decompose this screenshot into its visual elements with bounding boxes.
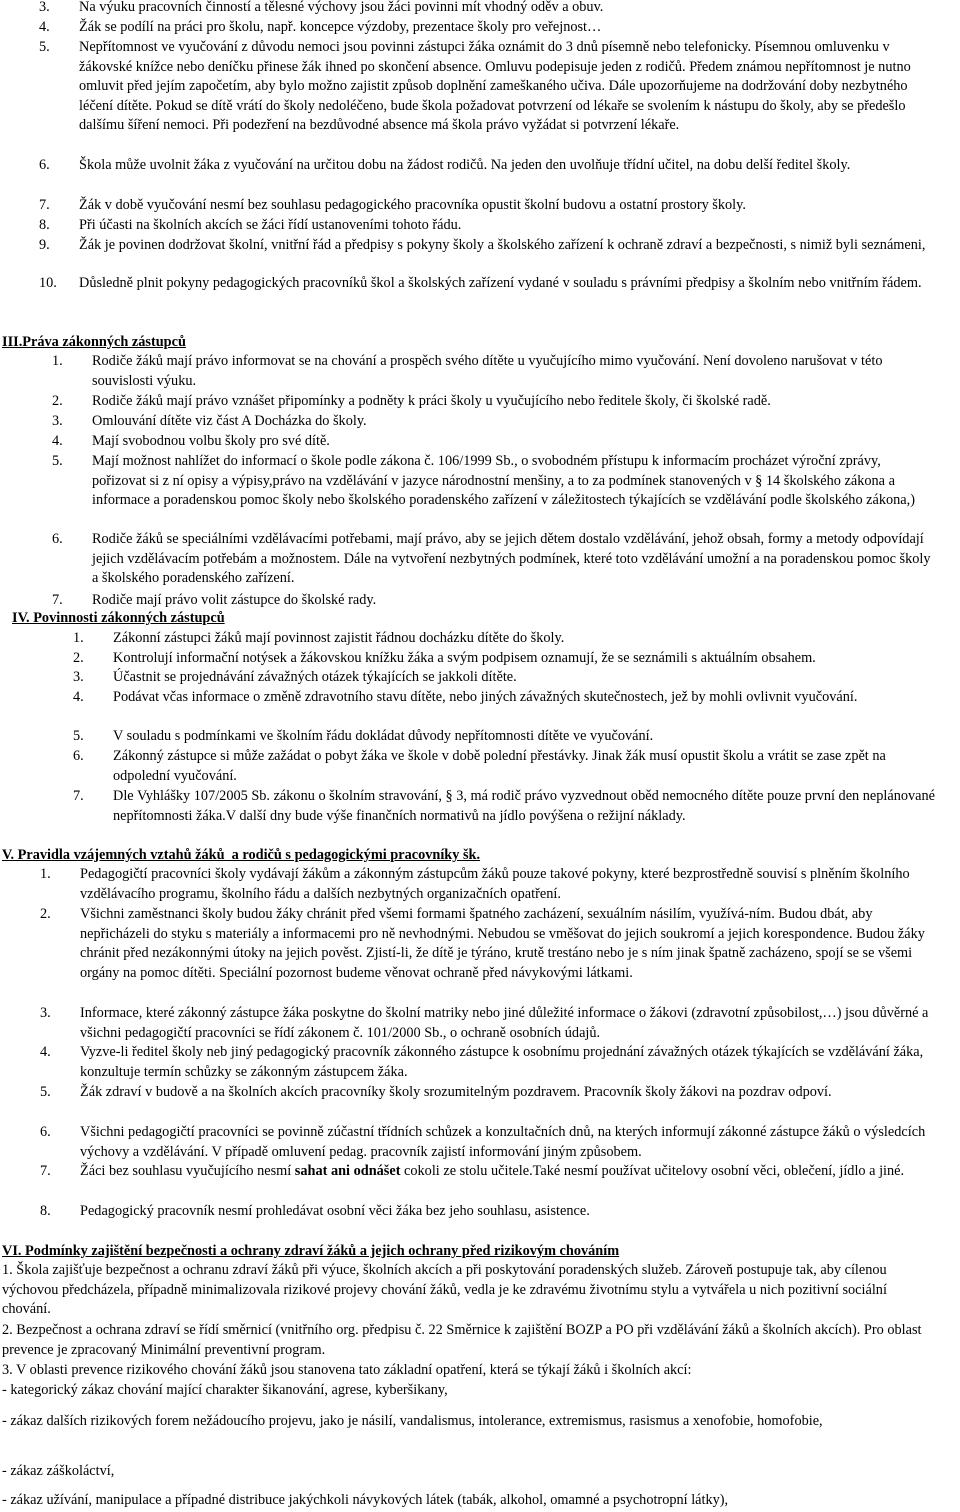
item-text: Žák v době vyučování nesmí bez souhlasu pedagogického pracovníka opustit školní budovu a ostatní prostory školy.: [79, 197, 746, 213]
list-item: [73, 668, 936, 688]
list-item: [39, 216, 936, 236]
item-number: 5.: [73, 728, 84, 744]
list-item: [40, 865, 936, 904]
item-number: 6.: [40, 1124, 51, 1140]
item-text: Mají možnost nahlížet do informací o škole podle zákona č. 106/1999 Sb., o svobodném přístupu k informacím procházet výroční zprávy, pořizovat si z ní opisy a výpisy,právo na vzdělávání v jazyce národnostní menšiny, a to za podmínek stanovených v § 14 školského zákona a informace a poradenskou pomoc školy nebo školského poradenského zařízení v záležitostech týkajících se vzdělávání podle školského zákona,): [92, 453, 915, 509]
item-text: Žák zdraví v budově a na školních akcích pracovníky školy srozumitelným pozdravem. Pracovník školy žákovi na pozdrav odpoví.: [80, 1084, 832, 1100]
list-item: [39, 18, 936, 38]
list-item: [39, 274, 936, 294]
list-item: [73, 629, 936, 649]
item-text: Škola může uvolnit žáka z vyučování na určitou dobu na žádost rodičů. Na jeden den uvolňuje třídní učitel, na dobu delší ředitel školy.: [79, 157, 851, 173]
list-item: [40, 1004, 936, 1043]
item-number: 4.: [40, 1044, 51, 1060]
item-number: 4.: [73, 689, 84, 705]
item-text: Omlouvání dítěte viz část A Docházka do školy.: [92, 413, 367, 429]
item-number: 6.: [39, 157, 50, 173]
item-text: [80, 1163, 904, 1179]
item-number: 1.: [40, 866, 51, 882]
item-text: Informace, které zákonný zástupce žáka poskytne do školní matriky nebo jiné důležité informace o žákovi (zdravotní způsobilost,…) jsou důvěrné a všichni pedagogičtí pracovníci se řídí zákonem č. 101/2000 Sb., o ochraně osobních údajů.: [80, 1005, 929, 1041]
section-heading-duties: IV. Povinnosti zákonných zástupců: [12, 610, 225, 626]
list-item: [39, 196, 936, 216]
item-text: Rodiče žáků se speciálními vzdělávacími potřebami, mají právo, aby se jejich dětem dostalo vzdělávání, jehož obsah, formy a metody odpovídají jejich vzdělávacím potřebám a možnostem. Dále na vytvoření nezbytných podmínek, které toto vzdělávání umožní a na poradenskou pomoc školy a školského poradenského zařízení.: [92, 531, 931, 587]
paragraph: - zákaz dalších rizikových forem nežádoucího projevu, jako je násilí, vandalismus, intolerance, extremismus, rasismus a xenofobie, homofobie,: [2, 1413, 823, 1429]
list-item: [52, 432, 936, 452]
item-number: 2.: [40, 906, 51, 922]
list-item: [52, 452, 936, 511]
paragraph: 1. Škola zajišťuje bezpečnost a ochranu zdraví žáků při výuce, školních akcích a při poskytování poradenských služeb. Zároveň postupuje tak, aby cílenou výchovou předcházela, případně minimalizovala rizikové projevy chování žáků, vedla je ke zdravému životnímu stylu a vytvářela u nich pozitivní sociální chování.: [2, 1262, 887, 1318]
item-text: Pedagogičtí pracovníci školy vydávají žákům a zákonným zástupcům žáků pouze takové pokyny, které bezprostředně souvisí s plněním školního vzdělávacího programu, školního řádu a dalších nezbytných organizačních opatření.: [80, 866, 910, 902]
item-number: 8.: [39, 217, 50, 233]
item-number: 3.: [52, 413, 63, 429]
item-text: Zákonný zástupce si může zažádat o pobyt žáka ve škole v době polední přestávky. Jinak žák musí opustit školu a vrátit se zase zpět na odpolední vyučování.: [113, 748, 886, 784]
item-text: Kontrolují informační notýsek a žákovskou knížku žáka a svým podpisem oznamují, že se seznámili s aktuálním obsahem.: [113, 650, 816, 666]
list-item: [39, 236, 936, 256]
list-item: [52, 591, 936, 611]
item-number: 7.: [52, 592, 63, 608]
paragraph: - kategorický zákaz chování mající charakter šikanování, agrese, kyberšikany,: [2, 1382, 448, 1398]
item-number: 6.: [52, 531, 63, 547]
item-text: Účastnit se projednávání závažných otázek týkajících se jakkoli dítěte.: [113, 669, 517, 685]
item-text: Zákonní zástupci žáků mají povinnost zajistit řádnou docházku dítěte do školy.: [113, 630, 565, 646]
item-number: 2.: [52, 393, 63, 409]
item-text: Nepřítomnost ve vyučování z důvodu nemoci jsou povinni zástupci žáka oznámit do 3 dnů písemně nebo telefonicky. Písemnou omluvenku v žákovské knížce nebo deníčku přinese žák ihned po skončení absence. Omluvu podepisuje jeden z rodičů. Předem známou nepřítomnost je nutno omluvit před jejím započetím, aby bylo možno zajistit způsob doplnění zameškaného učiva. Dále upozorňujeme na dodržování doby nezbytného léčení dítěte. Pokud se dítě vrátí do školy nedoléčeno, bude škola požadovat potvrzení od lékaře se svolením k nástupu do školy, aby se předešlo dalšímu šíření nemoci. Při podezření na bezdůvodné absence má škola právo vyžádat si potvrzení lékaře.: [79, 39, 911, 134]
paragraph: - zákaz užívání, manipulace a případné distribuce jakýchkoli návykových látek (tabák, alkohol, omamné a psychotropní látky),: [2, 1492, 729, 1508]
text-run: cokoli ze stolu učitele.Také nesmí používat učitelovy osobní věci, oblečení, jídlo a jiné.: [400, 1163, 905, 1179]
item-number: 1.: [52, 353, 63, 369]
item-text: Podávat včas informace o změně zdravotního stavu dítěte, nebo jiných závažných skutečnostech, jež by mohli ovlivnit vyučování.: [113, 689, 858, 705]
list-item: [40, 1123, 936, 1162]
list-item: [73, 787, 936, 826]
item-text: Žák je povinen dodržovat školní, vnitřní řád a předpisy s pokyny školy a školského zařízení k ochraně zdraví a bezpečnosti, s nimiž byli seznámeni,: [79, 237, 926, 253]
item-number: 3.: [40, 1005, 51, 1021]
item-text: Všichni pedagogičtí pracovníci se povinně zúčastní třídních schůzek a konzultačních dnů, na kterých informují zákonné zástupce žáků o výsledcích výchovy a vzdělávání. V případě omluvení pedag. pracovník zajistí informování jiným způsobem.: [80, 1124, 926, 1160]
item-number: 5.: [39, 39, 50, 55]
list-item: [39, 0, 936, 18]
list-item: [40, 1162, 936, 1182]
item-number: 2.: [73, 650, 84, 666]
item-text: Při účasti na školních akcích se žáci řídí ustanoveními tohoto řádu.: [79, 217, 462, 233]
item-number: 7.: [40, 1163, 51, 1179]
text-run: Žáci bez souhlasu vyučujícího nesmí: [80, 1163, 295, 1179]
item-text: V souladu s podmínkami ve školním řádu dokládat důvody nepřítomnosti dítěte ve vyučování.: [113, 728, 654, 744]
list-item: [39, 156, 936, 176]
item-text: Důsledně plnit pokyny pedagogických pracovníků škol a školských zařízení vydané v souladu s právními předpisy a školním nebo vnitřním řádem.: [79, 275, 922, 291]
item-number: 10.: [39, 275, 57, 291]
item-number: 8.: [40, 1203, 51, 1219]
list-item: [40, 1202, 936, 1222]
item-text: Mají svobodnou volbu školy pro své dítě.: [92, 433, 330, 449]
item-text: Dle Vyhlášky 107/2005 Sb. zákonu o školním stravování, § 3, má rodič právo vyzvednout oběd nemocného dítěte pouze první den neplánované nepřítomnosti žáka.V další dny bude výše finančních normativů na jídlo povýšena o režijní náklady.: [113, 788, 936, 824]
section-heading-safety: VI. Podmínky zajištění bezpečnosti a ochrany zdraví žáků a jejich ochrany před rizikovým chováním: [2, 1243, 620, 1259]
item-number: 1.: [73, 630, 84, 646]
item-number: 7.: [73, 788, 84, 804]
paragraph: 3. V oblasti prevence rizikového chování žáků jsou stanovena tato základní opatření, která se týkají žáků i školních akcí:: [2, 1362, 692, 1378]
item-text: Rodiče mají právo volit zástupce do školské rady.: [92, 592, 377, 608]
paragraph: - zákaz záškoláctví,: [2, 1463, 115, 1479]
item-text: Pedagogický pracovník nesmí prohledávat osobní věci žáka bez jeho souhlasu, asistence.: [80, 1203, 590, 1219]
item-number: 7.: [39, 197, 50, 213]
section-heading-relations: V. Pravidla vzájemných vztahů žáků a rodičů s pedagogickými pracovníky šk.: [2, 847, 481, 863]
item-number: 5.: [52, 453, 63, 469]
list-item: [73, 727, 936, 747]
item-number: 3.: [73, 669, 84, 685]
item-text: Žák se podílí na práci pro školu, např. koncepce výzdoby, prezentace školy pro veřejnost…: [79, 19, 602, 35]
list-item: [52, 412, 936, 432]
list-item: [40, 1083, 936, 1103]
list-item: [40, 905, 936, 983]
item-number: 4.: [39, 19, 50, 35]
item-number: 6.: [73, 748, 84, 764]
emphasis-text: sahat ani odnášet: [294, 1163, 401, 1179]
item-text: Rodiče žáků mají právo vznášet připomínky a podněty k práci školy u vyučujícího nebo ředitele školy, či školské radě.: [92, 393, 771, 409]
list-item: [40, 1043, 936, 1082]
list-item: [39, 38, 936, 136]
item-text: Vyzve-li ředitel školy neb jiný pedagogický pracovník zákonného zástupce k osobnímu projednání závažných otázek týkajících se vzdělávání žáka, konzultuje termín schůzky se zákonným zástupcem žáka.: [80, 1044, 924, 1080]
list-item: [73, 747, 936, 786]
list-item: [52, 530, 936, 589]
item-number: 4.: [52, 433, 63, 449]
list-item: [52, 352, 936, 391]
list-item: [73, 688, 936, 708]
item-text: Rodiče žáků mají právo informovat se na chování a prospěch svého dítěte u vyučujícího mimo vyučování. Není dovoleno narušovat v této souvislosti výuku.: [92, 353, 883, 389]
paragraph: 2. Bezpečnost a ochrana zdraví se řídí směrnicí (vnitřního org. předpisu č. 22 Směrnice k zajištění BOZP a PO při vzdělávání žáků a školních akcích). Pro oblast prevence je zpracovaný Minimální preventivní program.: [2, 1322, 922, 1358]
item-number: 9.: [39, 237, 50, 253]
item-number: 5.: [40, 1084, 51, 1100]
item-text: Všichni zaměstnanci školy budou žáky chránit před všemi formami špatného zacházení, sexuálním násilím, využívá-ním. Budou dbát, aby nepřicházeli do styku s materiály a informacemi pro ně nevhodnými. Nebudou se vměšovat do jejich soukromí a jejich korespondence. Budou žáky chránit před nezákonnými útoky na jejich pověst. Zjistí-li, že dítě je týráno, krutě trestáno nebo je s ním jinak špatně zacházeno, spojí se se všemi orgány na pomoc dítěti. Speciální pozornost budeme věnovat ochraně před návykovými látkami.: [80, 906, 925, 981]
list-item: [52, 392, 936, 412]
item-number: 3.: [39, 0, 50, 15]
list-item: [73, 649, 936, 669]
item-text: Na výuku pracovních činností a tělesné výchovy jsou žáci povinni mít vhodný oděv a obuv.: [79, 0, 604, 15]
section-heading-rights: III.Práva zákonných zástupců: [2, 334, 186, 350]
